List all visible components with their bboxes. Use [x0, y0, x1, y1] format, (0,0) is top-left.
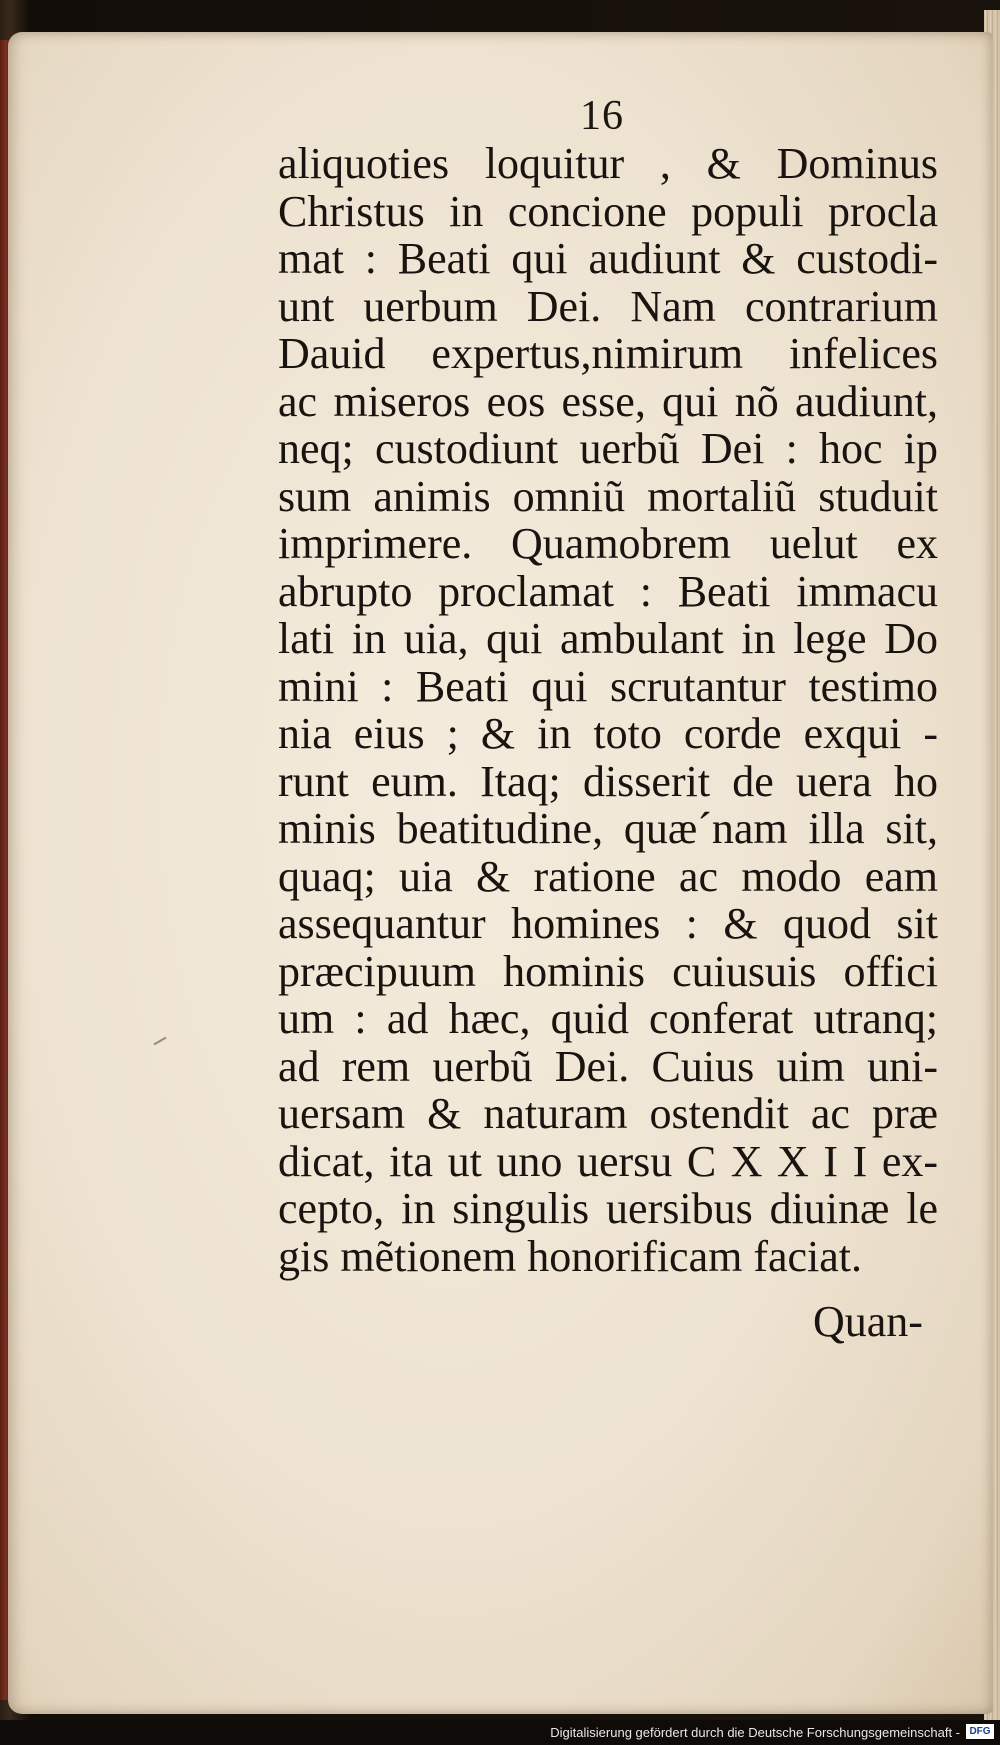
text-line: mini : Beati qui scrutantur testimo: [278, 661, 938, 711]
text-line: assequantur homines : & quod sit: [278, 899, 938, 948]
catchword: Quan-: [813, 1297, 923, 1346]
text-line: ad rem uerbũ Dei. Cuius uim uni-: [278, 1041, 938, 1091]
text-line: Christus in concione populi procla: [278, 186, 938, 236]
text-line: dicat, ita ut uno uersu C X X I I ex-: [278, 1136, 938, 1186]
text-line: Dauid expertus,nimirum infelices: [278, 329, 938, 378]
text-line: cepto, in singulis uersibus diuinæ le: [278, 1184, 938, 1233]
text-line: unt uerbum Dei. Nam contrarium: [278, 281, 938, 331]
text-line: lati in uia, qui ambulant in lege Do: [278, 614, 938, 663]
funding-credit: Digitalisierung gefördert durch die Deutsche Forschungsgemeinschaft -: [550, 1725, 960, 1740]
text-line: um : ad hæc, quid conferat utranq;: [278, 994, 938, 1043]
text-line: abrupto proclamat : Beati immacu: [278, 566, 938, 616]
text-line: quaq; uia & ratione ac modo eam: [278, 851, 938, 901]
text-line: runt eum. Itaq; disserit de uera ho: [278, 756, 938, 806]
text-line: minis beatitudine, quæ´nam illa sit,: [278, 804, 938, 853]
digitization-footer: [0, 1720, 1000, 1745]
text-line: neq; custodiunt uerbũ Dei : hoc ip: [278, 424, 938, 473]
text-line: sum animis omniũ mortaliũ studuit: [278, 471, 938, 521]
text-line: imprimere. Quamobrem uelut ex: [278, 519, 938, 568]
text-line: ac miseros eos esse, qui nõ audiunt,: [278, 376, 938, 426]
text-line: præcipuum hominis cuiusuis offici: [278, 946, 938, 996]
text-line: gis mẽtionem honorificam faciat.: [278, 1231, 863, 1281]
page-number: 16: [580, 93, 624, 139]
dfg-logo: DFG: [966, 1724, 994, 1739]
text-line: aliquoties loquitur , & Dominus: [278, 139, 938, 188]
text-line: nia eius ; & in toto corde exqui -: [278, 709, 938, 758]
text-line: mat : Beati qui audiunt & custodi-: [278, 234, 938, 283]
text-line: uersam & naturam ostendit ac præ: [278, 1089, 938, 1138]
body-text: [278, 140, 938, 1280]
